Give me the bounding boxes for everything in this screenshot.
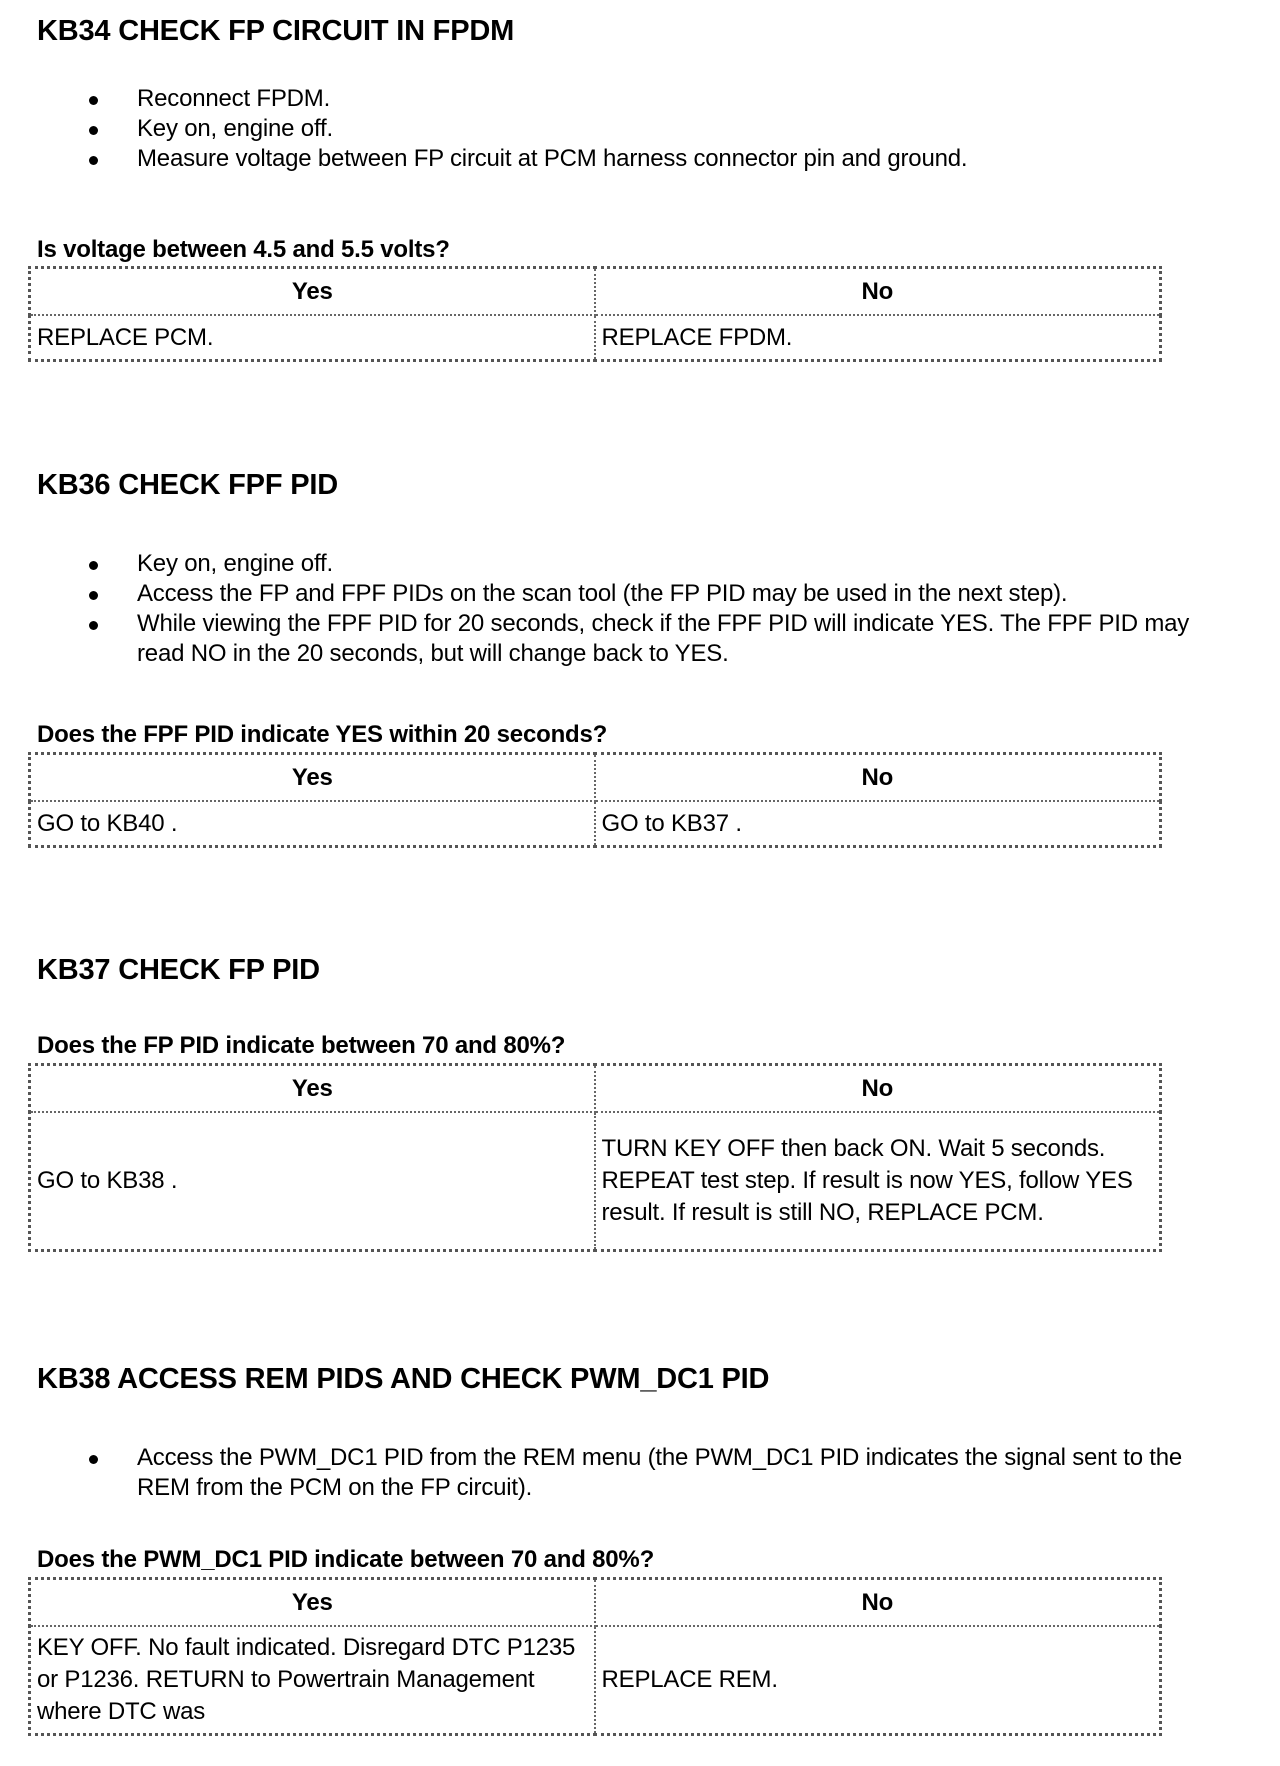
step-question: Does the PWM_DC1 PID indicate between 70 and 80%? [37,1546,655,1573]
bullet-icon [89,591,98,600]
no-header: No [595,754,1161,802]
table-row [30,1626,1161,1735]
bullet-text: Key on, engine off. [137,115,333,142]
step-bullet-list [0,84,1260,174]
step-question: Is voltage between 4.5 and 5.5 volts? [37,236,450,263]
bullet-text: Key on, engine off. [137,550,333,577]
bullet-item [0,609,1260,669]
no-result: TURN KEY OFF then back ON. Wait 5 seconds. REPEAT test step. If result is now YES, follow YES result. If result is still NO, REPLACE PCM. [595,1112,1161,1251]
bullet-icon [89,96,98,105]
step-title: KB37 CHECK FP PID [37,954,320,986]
no-header: No [595,1579,1161,1627]
step-question: Does the FP PID indicate between 70 and 80%? [37,1032,566,1059]
bullet-item [0,1443,1260,1503]
step-title: KB38 ACCESS REM PIDS AND CHECK PWM_DC1 PID [37,1363,770,1395]
bullet-text: While viewing the FPF PID for 20 seconds, check if the FPF PID will indicate YES. The FPF PID may read NO in the 20 seconds, but will change back to YES. [137,610,1190,667]
bullet-item [0,579,1260,609]
result-table [28,1577,1162,1736]
table-header-row [30,268,1161,316]
yes-header: Yes [30,268,595,316]
result-table [28,266,1162,362]
bullet-item [0,114,1260,144]
bullet-icon [89,621,98,630]
table-row [30,1112,1161,1251]
bullet-text: Access the PWM_DC1 PID from the REM menu (the PWM_DC1 PID indicates the signal sent to the REM from the PCM on the FP circuit). [137,1444,1183,1501]
table-row [30,315,1161,361]
step-bullet-list [0,1443,1260,1503]
result-table [28,752,1162,848]
no-result: REPLACE REM. [595,1626,1161,1735]
yes-header: Yes [30,1065,595,1113]
no-header: No [595,268,1161,316]
table-header-row [30,1579,1161,1627]
step-question: Does the FPF PID indicate YES within 20 seconds? [37,721,608,748]
bullet-icon [89,1455,98,1464]
no-header: No [595,1065,1161,1113]
bullet-icon [89,156,98,165]
step-bullet-list [0,549,1260,669]
bullet-text: Access the FP and FPF PIDs on the scan tool (the FP PID may be used in the next step). [137,580,1068,607]
table-header-row [30,754,1161,802]
step-title: KB36 CHECK FPF PID [37,469,338,501]
bullet-item [0,84,1260,114]
bullet-item [0,549,1260,579]
yes-result: GO to KB40 . [30,801,595,847]
no-result: GO to KB37 . [595,801,1161,847]
no-result: REPLACE FPDM. [595,315,1161,361]
step-title: KB34 CHECK FP CIRCUIT IN FPDM [37,15,515,47]
result-table [28,1063,1162,1252]
yes-result: GO to KB38 . [30,1112,595,1251]
table-header-row [30,1065,1161,1113]
bullet-text: Reconnect FPDM. [137,85,331,112]
table-row [30,801,1161,847]
bullet-icon [89,126,98,135]
yes-header: Yes [30,1579,595,1627]
bullet-item [0,144,1260,174]
yes-result: REPLACE PCM. [30,315,595,361]
yes-result: KEY OFF. No fault indicated. Disregard DTC P1235 or P1236. RETURN to Powertrain Management where DTC was [30,1626,595,1735]
yes-header: Yes [30,754,595,802]
bullet-icon [89,561,98,570]
bullet-text: Measure voltage between FP circuit at PCM harness connector pin and ground. [137,145,968,172]
